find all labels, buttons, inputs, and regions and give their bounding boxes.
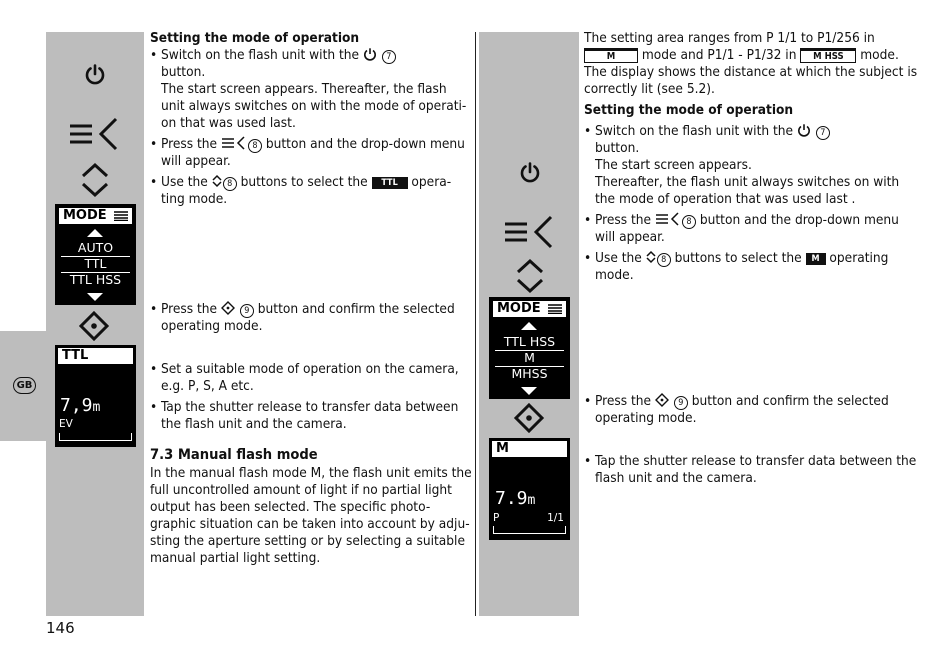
- lcd-distance-value: 7,9m: [60, 395, 101, 416]
- confirm-diamond-icon: [221, 301, 235, 315]
- step-camera-mode: • Set a suitable mode of operation on the camera, e.g. P, S, A etc.: [150, 361, 472, 395]
- button-number-badge: 8: [657, 253, 671, 267]
- lcd-distance-value: 7.9m: [495, 488, 536, 509]
- lcd-up-arrow-icon: [87, 229, 103, 237]
- menu-back-icon: [503, 214, 559, 250]
- up-down-icon: [80, 162, 110, 198]
- button-number-badge: 9: [674, 396, 688, 410]
- step-switch-on: • Switch on the flash unit with the 7 button. The start screen appears. Thereafter, the flash unit always switches on with the mode of operati-on that was used last.: [150, 47, 472, 132]
- step-confirm-mode: • Press the 9 button and confirm the selected operating mode.: [584, 393, 918, 427]
- step-select-mode: • Use the 8 buttons to select the M operating mode.: [584, 250, 918, 284]
- lcd-baseline: [59, 433, 132, 441]
- step-press-menu: • Press the 8 button and the drop-down menu will appear.: [584, 212, 918, 246]
- lcd-menu-item: MHSS: [511, 366, 548, 381]
- up-down-icon: [515, 258, 545, 294]
- left-text-column: [150, 30, 472, 208]
- button-number-badge: 8: [248, 139, 262, 153]
- lcd-up-arrow-icon: [521, 322, 537, 330]
- menu-back-icon: [221, 136, 247, 150]
- button-number-badge: 8: [223, 177, 237, 191]
- list-icon: [548, 304, 562, 314]
- right-text-column: [584, 30, 918, 284]
- lcd-menu-item-selected: M: [524, 350, 535, 365]
- manual-mode-paragraph: In the manual flash mode M, the flash unit emits the full uncontrolled amount of light if no partial light output has been selected. The specific photo-graphic situation can be taken into account by adju-sting the aperture setting or by selecting a suitable manual partial light setting.: [150, 465, 472, 566]
- m-mode-chip-black: M: [806, 253, 826, 265]
- button-number-badge: 8: [682, 215, 696, 229]
- mhss-mode-chip: M HSS: [800, 48, 856, 63]
- ttl-mode-chip: TTL: [372, 177, 408, 189]
- m-mode-chip: M: [584, 48, 638, 63]
- list-icon: [114, 211, 128, 221]
- power-icon: [363, 47, 377, 61]
- button-number-badge: 7: [816, 126, 830, 140]
- step-switch-on: • Switch on the flash unit with the 7 button. The start screen appears. Thereafter, the flash unit always switches on with the mode of operation that was used last .: [584, 123, 918, 208]
- left-text-column-lower: [150, 301, 472, 335]
- right-lcd-menu: [489, 297, 570, 399]
- confirm-diamond-icon: [514, 403, 544, 433]
- up-down-icon: [212, 174, 222, 188]
- page-number: 146: [46, 619, 75, 637]
- button-number-badge: 9: [240, 304, 254, 318]
- column-divider: [475, 32, 476, 616]
- lcd-menu-item: TTL HSS: [69, 272, 122, 287]
- left-lcd-menu: [55, 204, 136, 305]
- lcd-down-arrow-icon: [521, 387, 537, 395]
- lcd-menu-title: MODE: [493, 301, 566, 317]
- left-text-column-camera: [150, 361, 472, 567]
- lcd-menu-item: AUTO: [77, 240, 114, 255]
- lcd-mode-bar: TTL: [58, 348, 133, 364]
- step-shutter-release: • Tap the shutter release to transfer data between the flash unit and the camera.: [150, 399, 472, 433]
- step-press-menu: • Press the 8 button and the drop-down menu will appear.: [150, 136, 472, 170]
- lcd-menu-item: TTL HSS: [503, 334, 556, 349]
- lcd-bottom-left: EV: [59, 418, 73, 430]
- right-text-column-shutter: [584, 453, 918, 487]
- lcd-menu-title: MODE: [59, 208, 132, 224]
- power-icon: [84, 63, 106, 85]
- button-number-badge: 7: [382, 50, 396, 64]
- section-heading: Setting the mode of operation: [150, 30, 360, 46]
- power-icon: [797, 123, 811, 137]
- right-lcd-display: [489, 438, 570, 540]
- menu-back-icon: [655, 212, 681, 226]
- right-text-column-lower: [584, 393, 918, 427]
- lcd-bottom-right: 1/1: [547, 512, 564, 524]
- language-badge: GB: [13, 377, 36, 394]
- confirm-diamond-icon: [79, 311, 109, 341]
- lcd-down-arrow-icon: [87, 293, 103, 301]
- lcd-menu-item-selected: TTL: [84, 256, 107, 271]
- step-confirm-mode: • Press the 9 button and confirm the selected operating mode.: [150, 301, 472, 335]
- menu-back-icon: [68, 116, 124, 152]
- section-heading: Setting the mode of operation: [584, 102, 794, 118]
- section-heading-manual: 7.3 Manual flash mode: [150, 446, 318, 463]
- lcd-baseline: [493, 526, 566, 534]
- up-down-icon: [646, 250, 656, 264]
- left-lcd-display: [55, 345, 136, 447]
- confirm-diamond-icon: [655, 393, 669, 407]
- step-shutter-release: • Tap the shutter release to transfer data between the flash unit and the camera.: [584, 453, 918, 487]
- step-select-mode: • Use the 8 buttons to select the TTL opera-ting mode.: [150, 174, 472, 208]
- power-icon: [519, 161, 541, 183]
- lcd-mode-bar: M: [492, 441, 567, 457]
- lcd-bottom-left: P: [493, 512, 500, 524]
- intro-paragraph: The setting area ranges from P 1/1 to P1/256 in M mode and P1/1 - P1/32 in M HSS mode. The display shows the distance at which the subject is correctly lit (see 5.2).: [584, 30, 918, 97]
